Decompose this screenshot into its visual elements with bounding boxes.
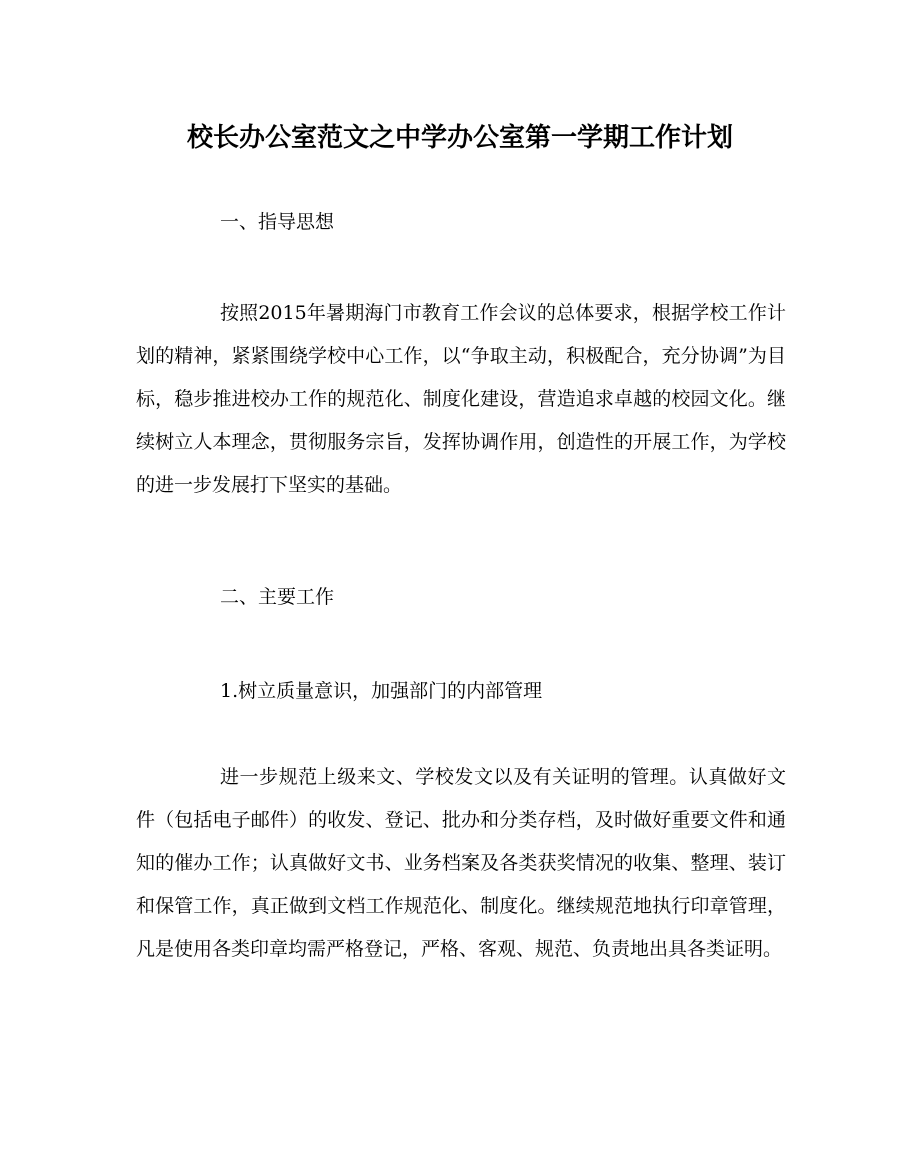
- subsection-heading-quality: 1.树立质量意识，加强部门的内部管理: [220, 680, 543, 702]
- paragraph-guiding-thought: 按照2015年暑期海门市教育工作会议的总体要求，根据学校工作计划的精神，紧紧围绕学校中心工作，以“争取主动，积极配合，充分协调”为目标，稳步推进校办工作的规范化、制度化建设，营造追求卓越的校园文化。继续树立人本理念，贯彻服务宗旨，发挥协调作用，创造性的开展工作，为学校的进一步发展打下坚实的基础。: [136, 302, 786, 496]
- section-heading-main-work: 二、主要工作: [220, 586, 335, 608]
- paragraph-quality-management: 进一步规范上级来文、学校发文以及有关证明的管理。认真做好文件（包括电子邮件）的收发、登记、批办和分类存档，及时做好重要文件和通知的催办工作；认真做好文书、业务档案及各类获奖情况的收集、整理、装订和保管工作，真正做到文档工作规范化、制度化。继续规范地执行印章管理，凡是使用各类印章均需严格登记，严格、客观、规范、负责地出具各类证明。: [136, 766, 786, 960]
- document-title: 校长办公室范文之中学办公室第一学期工作计划: [186, 123, 733, 153]
- section-heading-guiding-thought: 一、指导思想: [220, 211, 335, 233]
